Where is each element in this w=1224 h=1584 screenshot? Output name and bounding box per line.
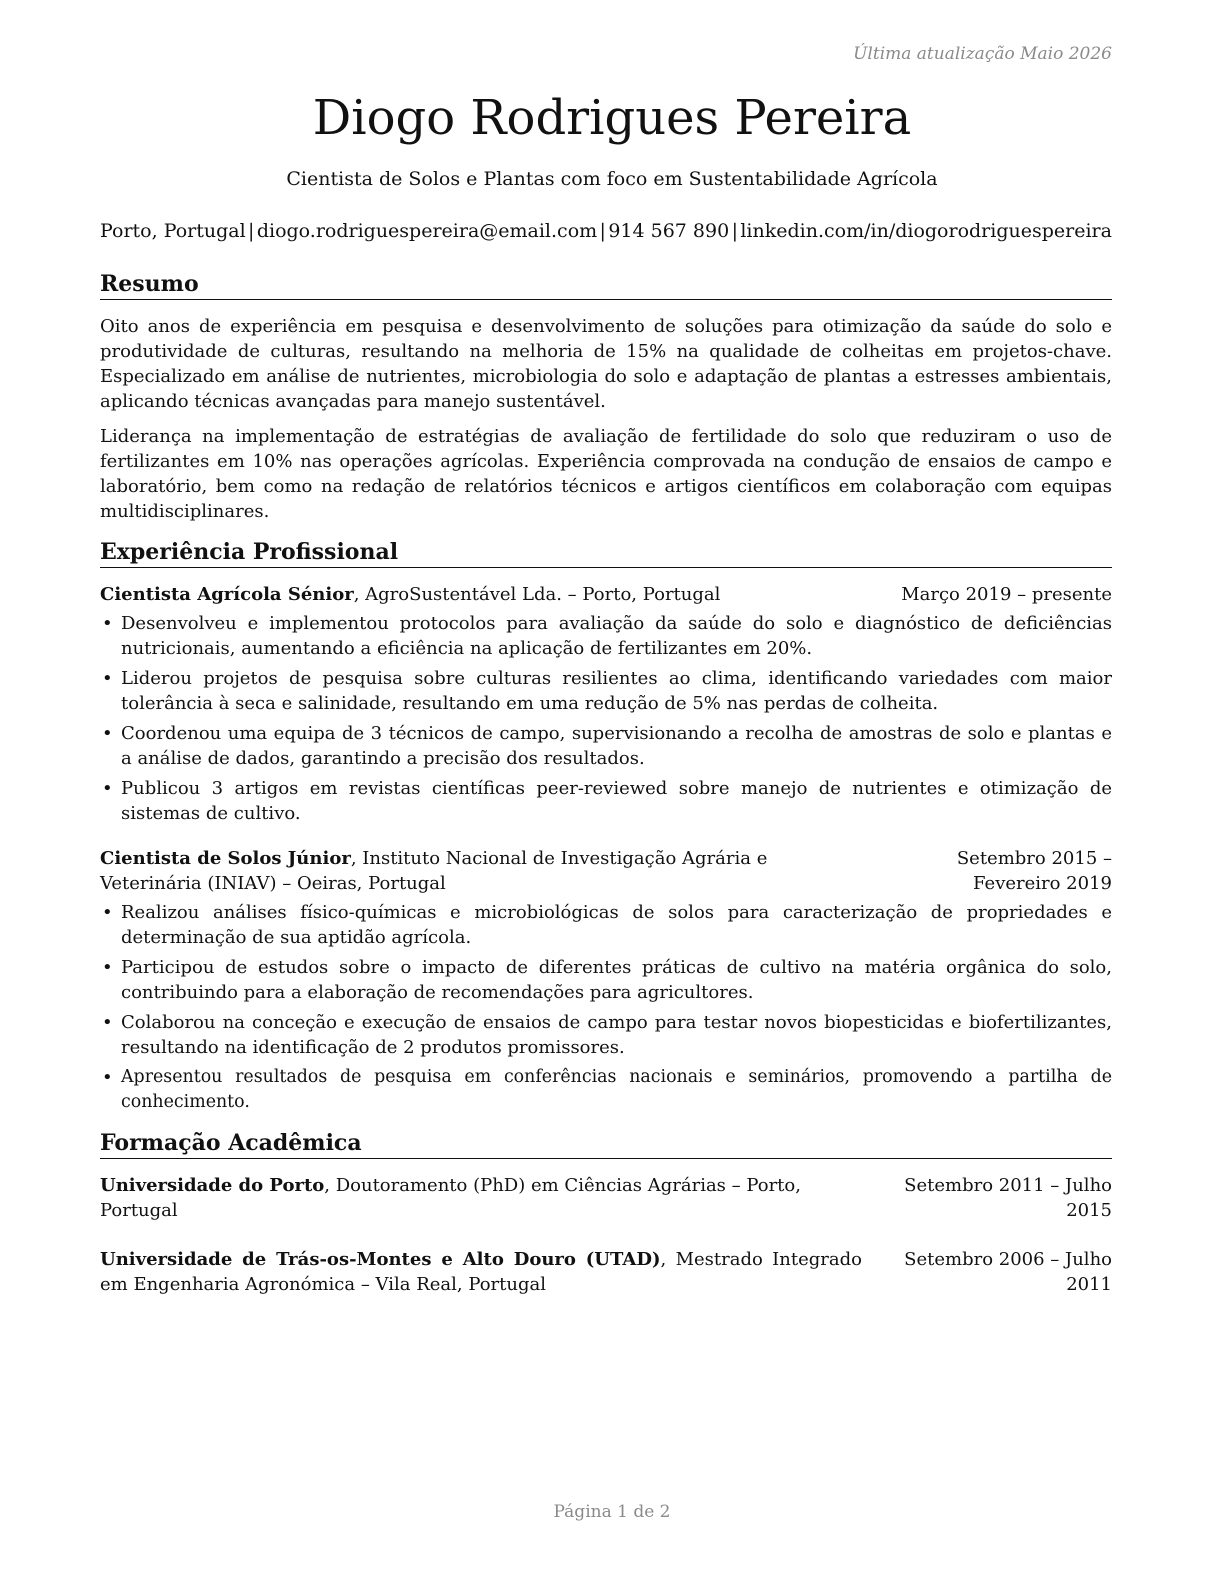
education-entry	[100, 1247, 1112, 1297]
education-school: Universidade de Trás-os-Montes e Alto Douro (UTAD)	[100, 1249, 661, 1270]
job-header	[100, 846, 1112, 896]
list-item: • Apresentou resultados de pesquisa em conferências nacionais e seminários, promovendo a partilha de conhecimento.	[100, 1065, 1112, 1115]
education-dates: Setembro 2006 – Julho 2011	[904, 1249, 1112, 1295]
contact-separator: |	[599, 220, 606, 242]
candidate-headline: Cientista de Solos e Plantas com foco em Sustentabilidade Agrícola	[286, 168, 938, 190]
job-entry	[100, 582, 1112, 826]
job-role: Cientista Agrícola Sénior	[100, 584, 354, 605]
job-role: Cientista de Solos Júnior	[100, 848, 351, 869]
contact-line	[100, 218, 1112, 244]
contact-separator: |	[248, 220, 255, 242]
contact-separator: |	[731, 220, 738, 242]
education-school: Universidade do Porto	[100, 1175, 325, 1196]
education-entry	[100, 1173, 1112, 1223]
list-item: • Colaborou na conceção e execução de ensaios de campo para testar novos biopesticidas e biofertilizantes, resultando na identificação de 2 produtos promissores.	[100, 1010, 1112, 1060]
section-title: Experiência Profissional	[100, 538, 1112, 568]
education-degree: , Mestrado Integrado em Engenharia Agronómica – Vila Real, Portugal	[100, 1249, 862, 1295]
list-item: • Publicou 3 artigos em revistas científicas peer-reviewed sobre manejo de nutrientes e otimização de sistemas de cultivo.	[100, 776, 1112, 826]
contact-email[interactable]: diogo.rodriguespereira@email.com	[256, 220, 598, 242]
job-dates: Setembro 2015 – Fevereiro 2019	[956, 848, 1112, 894]
job-dates: Março 2019 – presente	[901, 584, 1112, 605]
list-item: • Realizou análises físico-químicas e microbiológicas de solos para caracterização de propriedades e determinação de sua aptidão agrícola.	[100, 900, 1112, 950]
summary-paragraph: Liderança na implementação de estratégias de avaliação de fertilidade do solo que reduziram o uso de fertilizantes em 10% nas operações agrícolas. Experiência comprovada na condução de ensaios de campo e laboratório, bem como na redação de relatórios técnicos e artigos científicos em colaboração com equipas multidisciplinares.	[100, 426, 1112, 522]
last-updated: Última atualização Maio 2026	[853, 44, 1112, 64]
job-header	[100, 582, 1112, 607]
contact-linkedin[interactable]: linkedin.com/in/diogorodriguespereira	[740, 220, 1112, 242]
contact-location: Porto, Portugal	[100, 220, 246, 242]
list-item: • Participou de estudos sobre o impacto de diferentes práticas de cultivo na matéria orgânica do solo, contribuindo para a elaboração de recomendações para agricultores.	[100, 955, 1112, 1005]
summary-paragraph: Oito anos de experiência em pesquisa e desenvolvimento de soluções para otimização da saúde do solo e produtividade de culturas, resultando na melhoria de 15% na qualidade de colheitas em projetos-chave. Especializado em análise de nutrientes, microbiologia do solo e adaptação de plantas a estresses ambientais, aplicando técnicas avançadas para manejo sustentável.	[100, 316, 1112, 412]
page-number: Página 1 de 2	[553, 1502, 671, 1522]
education-degree: , Doutoramento (PhD) em Ciências Agrárias – Porto, Portugal	[100, 1175, 801, 1221]
education-section	[100, 1129, 1112, 1297]
section-title: Resumo	[100, 270, 1112, 300]
job-bullets	[100, 611, 1112, 826]
job-bullets	[100, 900, 1112, 1115]
job-entry	[100, 846, 1112, 1115]
experience-section	[100, 538, 1112, 1115]
list-item: • Desenvolveu e implementou protocolos para avaliação da saúde do solo e diagnóstico de deficiências nutricionais, aumentando a eficiência na aplicação de fertilizantes em 20%.	[100, 611, 1112, 661]
contact-phone[interactable]: 914 567 890	[608, 220, 730, 242]
job-organization: , Instituto Nacional de Investigação Agrária e Veterinária (INIAV) – Oeiras, Portugal	[100, 848, 768, 894]
list-item: • Liderou projetos de pesquisa sobre culturas resilientes ao clima, identificando variedades com maior tolerância à seca e salinidade, resultando em uma redução de 5% nas perdas de colheita.	[100, 666, 1112, 716]
education-dates: Setembro 2011 – Julho 2015	[904, 1175, 1112, 1221]
job-organization: , AgroSustentável Lda. – Porto, Portugal	[353, 584, 721, 605]
candidate-name: Diogo Rodrigues Pereira	[312, 90, 912, 146]
summary-section	[100, 270, 1112, 524]
section-title: Formação Acadêmica	[100, 1129, 1112, 1159]
list-item: • Coordenou uma equipa de 3 técnicos de campo, supervisionando a recolha de amostras de solo e plantas e a análise de dados, garantindo a precisão dos resultados.	[100, 721, 1112, 771]
resume-body	[100, 270, 1112, 1297]
